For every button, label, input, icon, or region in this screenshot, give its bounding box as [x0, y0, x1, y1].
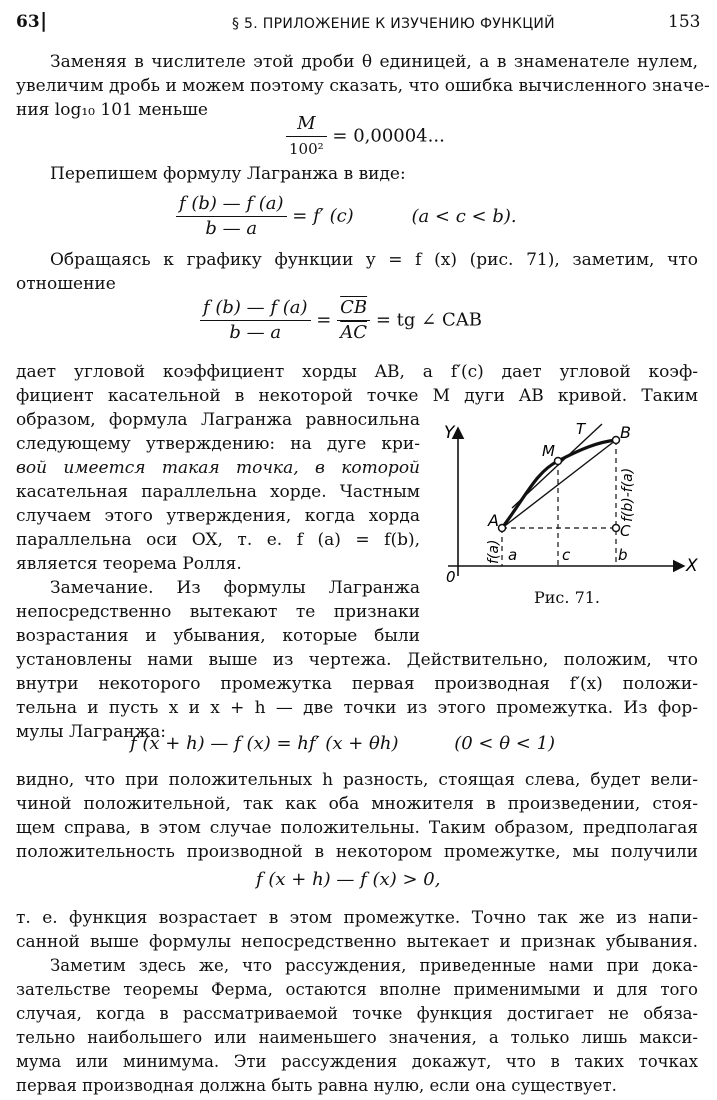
point-t-label: T — [576, 420, 586, 438]
header-bar-mark: | — [40, 8, 48, 32]
point-b-label: B — [620, 423, 631, 442]
text-line: санной выше формулы непосредственно вытекает и признак убывания. — [16, 932, 698, 952]
tick-a-label: a — [508, 546, 518, 564]
text-line: непосредственно вытекают те признаки — [16, 602, 420, 622]
text-line: тельно наибольшего или наименьшего значения, а только лишь макси- — [16, 1028, 698, 1047]
text-line: Перепишем формулу Лагранжа в виде: — [50, 164, 406, 184]
text-line: дает угловой коэффициент хорды AB, а f′(c) дает угловой коэф- — [16, 362, 698, 382]
origin-label: 0 — [446, 568, 456, 586]
text-line: образом, формула Лагранжа равносильна — [16, 410, 420, 430]
text-line: следующему утверждению: на дуге кри- — [16, 434, 420, 454]
formula-chord-slope: $\frac{f (b) — f (a)}{b — a}$ = $\frac{\overline{CB}}{AC}$ = tg ∠ CAB — [200, 296, 482, 345]
paragraph-8 — [16, 954, 698, 1098]
x-axis-label: X — [686, 556, 698, 576]
paragraph-5 — [16, 648, 698, 744]
point-m-label: M — [542, 442, 555, 460]
fa-label: f(a) — [486, 539, 502, 564]
text-line: т. е. функция возрастает в этом промежутке. Точно так же из напи- — [16, 908, 698, 928]
fraction: $\frac{M}{\text{100²}}$ — [286, 112, 327, 161]
text-line: фициент касательной в некоторой точке M дуги AB кривой. Таким — [16, 386, 698, 406]
text-line: Замечание. Из формулы Лагранжа — [50, 578, 420, 598]
text-line: видно, что при положительных h разность, стоящая слева, будет вели- — [16, 770, 698, 790]
text-line: мулы Лагранжа: — [16, 722, 167, 742]
text-line: Заметим здесь же, что рассуждения, приведенные нами при дока- — [50, 956, 698, 975]
text-line: положительность производной в некотором промежутке, мы получили — [16, 842, 698, 862]
tangent-line — [512, 424, 602, 508]
chapter-reference: 63 — [16, 12, 40, 32]
text-line: чиной положительной, так как оба множителя в произведении, стоя- — [16, 794, 698, 814]
figure-71-diagram — [436, 416, 706, 588]
text-line: щем справа, в этом случае положительны. Таким образом, предполагая — [16, 818, 698, 838]
point-c-label: C — [620, 522, 631, 540]
paragraph-6 — [16, 768, 698, 864]
paragraph-3 — [16, 248, 698, 296]
formula-lagrange: $\frac{f (b) — f (a)}{b — a}$ = f′ (c) (a < c < b). — [176, 192, 517, 241]
tick-c-label: c — [562, 546, 571, 564]
text-line: вой имеется такая точка, в которой — [16, 458, 420, 478]
paragraph-4-continued — [16, 408, 420, 576]
section-title: § 5. ПРИЛОЖЕНИЕ К ИЗУЧЕНИЮ ФУНКЦИЙ — [232, 16, 555, 32]
text-line: ния log₁₀ 101 меньше — [16, 100, 208, 120]
text-line: касательная параллельна хорде. Частным — [16, 482, 420, 502]
fraction: $\frac{f (b) — f (a)}{b — a}$ — [200, 296, 311, 345]
text-line: тельна и пусть x и x + h — две точки из этого промежутка. Из фор- — [16, 698, 698, 718]
chord-ab — [502, 440, 616, 528]
formula-error-bound: $\frac{M}{\text{100²}}$ = 0,00004... — [286, 112, 445, 161]
text-line: мума или минимума. Эти рассуждения докажут, что в таких точках — [16, 1052, 698, 1071]
formula-increasing: f (x + h) — f (x) > 0, — [256, 869, 441, 890]
fraction: $\frac{\overline{CB}}{AC}$ — [337, 296, 370, 345]
fraction: $\frac{f (b) — f (a)}{b — a}$ — [176, 192, 287, 241]
text-line: возрастания и убывания, которые были — [16, 626, 420, 646]
point-a-label: A — [488, 511, 499, 530]
text-line: увеличим дробь и можем поэтому сказать, что ошибка вычисленного значе- — [16, 76, 710, 96]
text-line: зательстве теоремы Ферма, остаются вполне применимыми и для того — [16, 980, 698, 999]
paragraph-4 — [16, 360, 698, 408]
text-line: установлены нами выше из чертежа. Действительно, положим, что — [16, 650, 698, 670]
text-line: первая производная должна быть равна нулю, если она существует. — [16, 1076, 617, 1095]
paragraph-5-start — [16, 576, 420, 648]
paragraph-2 — [16, 162, 698, 186]
text-line: случаем этого утверждения, когда хорда — [16, 506, 420, 526]
text-line: параллельна оси OX, т. е. f (a) = f(b), — [16, 530, 420, 550]
text-line: случая, когда в рассматриваемой точке функция достигает не обяза- — [16, 1004, 698, 1023]
text-line: внутри некоторого промежутка первая производная f′(x) положи- — [16, 674, 698, 694]
text-line: является теорема Ролля. — [16, 554, 242, 574]
text-line: Заменяя в числителе этой дроби θ единицей, а в знаменателе нулем, — [50, 52, 698, 72]
text-line: отношение — [16, 274, 116, 294]
page-number: 153 — [668, 12, 701, 32]
figure-caption: Рис. 71. — [534, 588, 601, 607]
formula-finite-increment: f (x + h) — f (x) = hf′ (x + θh) (0 < θ < 1) — [130, 733, 556, 754]
paragraph-7 — [16, 906, 698, 954]
tick-b-label: b — [618, 546, 628, 564]
fb-fa-label: f(b)-f(a) — [620, 467, 636, 522]
y-axis-label: Y — [444, 423, 455, 443]
text-line: Обращаясь к графику функции y = f (x) (рис. 71), заметим, что — [50, 250, 698, 270]
